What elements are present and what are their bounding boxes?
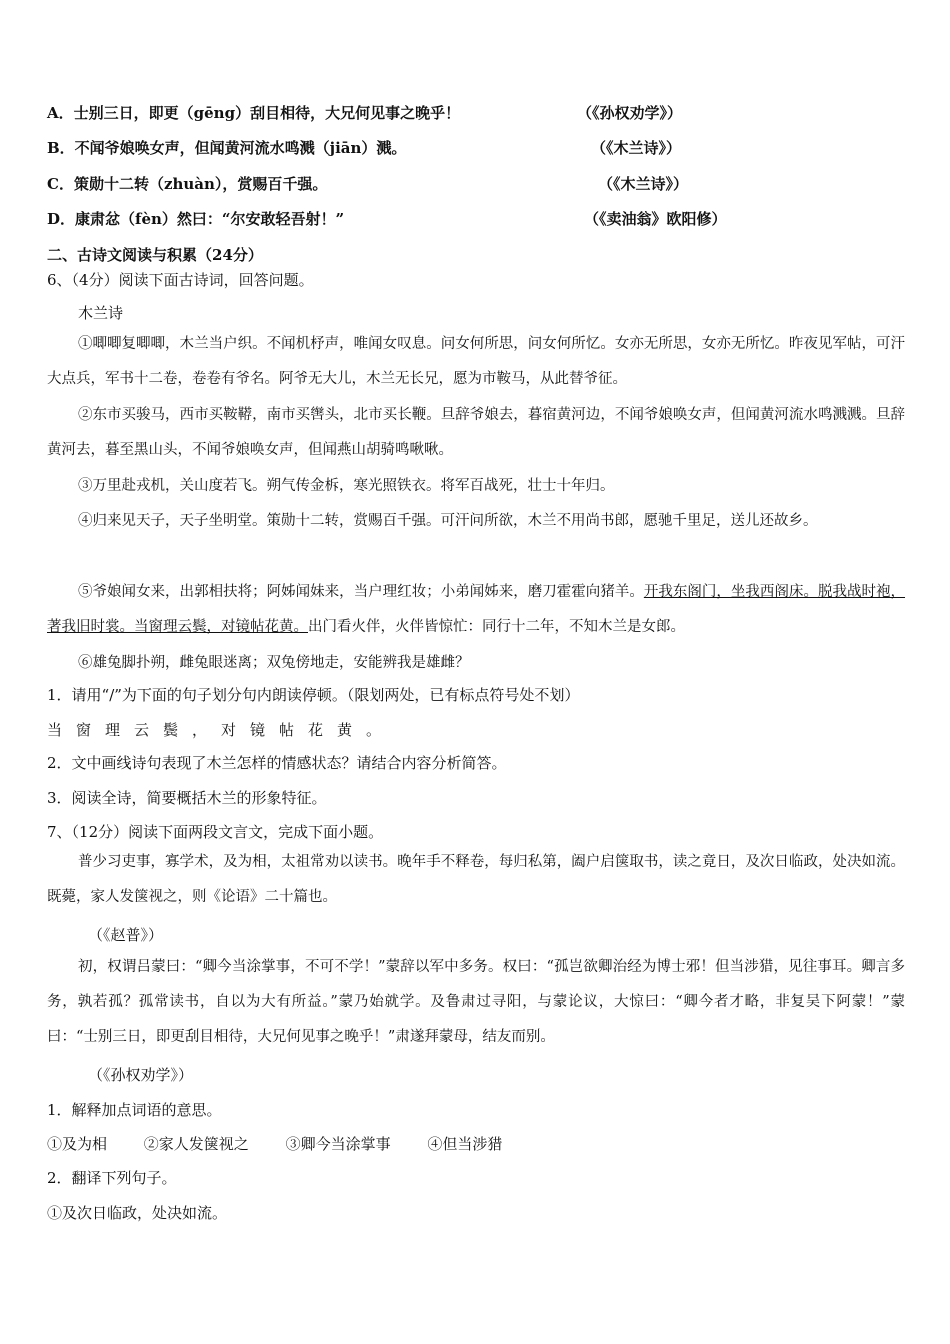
q6-sub1: 1．请用“/”为下面的句子划分句内朗读停顿。（限划两处，已有标点符号处不划） — [47, 686, 580, 704]
poem-stanza-2: ②东市买骏马，西市买鞍鞯，南市买辔头，北市买长鞭。旦辞爷娘去，暮宿黄河边，不闻爷娘唤女声，但闻黄河流水鸣溅溅。旦辞黄河去，暮至黑山头，不闻爷娘唤女声，但闻燕山胡骑鸣啾啾。 — [47, 407, 905, 458]
poem-stanza-6: ⑥雄兔脚扑朔，雌兔眼迷离；双兔傍地走，安能辨我是雄雌？ — [78, 655, 470, 671]
q6-sub2: 2．文中画线诗句表现了木兰怎样的情感状态？请结合内容分析简答。 — [47, 754, 507, 772]
word-item-1: ①及为相 — [47, 1135, 108, 1153]
q7-sub1: 1．解释加点词语的意思。 — [47, 1101, 222, 1119]
option-d: D．康肃忿（fèn）然曰：“尔安敢轻吾射！” — [47, 210, 345, 228]
word-item-3: ③卿今当涂掌事 — [285, 1135, 391, 1153]
option-b: B．不闻爷娘唤女声，但闻黄河流水鸣溅（jiān）溅。 — [47, 139, 407, 157]
q7-sub2: 2．翻译下列句子。 — [47, 1169, 177, 1187]
word-item-4: ④但当涉猎 — [427, 1135, 503, 1153]
q7-text-zhaopu: 普少习吏事，寡学术，及为相，太祖常劝以读书。晚年手不释卷，每归私第，阖户启箧取书，读之竟日，及次日临政，处决如流。既薨，家人发箧视之，则《论语》二十篇也。 — [47, 854, 905, 905]
option-d-source: （《卖油翁》欧阳修） — [584, 210, 727, 228]
stanza-5-text-b: 出门看火伴，火伴皆惊忙：同行十二年，不知木兰是女郎。 — [308, 619, 685, 635]
q7-sub1-items — [47, 1134, 534, 1154]
q6-header: 6、（4分）阅读下面古诗词，回答问题。 — [47, 271, 314, 289]
q7-source-1: （《赵普》） — [88, 926, 164, 944]
q7-text-quanxue: 初，权谓吕蒙曰：“卿今当涂掌事，不可不学！”蒙辞以军中多务。权曰：“孤岂欲卿治经为博士邪！但当涉猎，见往事耳。卿言多务，孰若孤？孤常读书，自以为大有所益。”蒙乃始就学。及鲁肃过寻阳，与蒙论议，大惊曰：“卿今者才略，非复吴下阿蒙！”蒙曰：“士别三日，即更刮目相待，大兄何见事之晚乎！”肃遂拜蒙母，结友而别。 — [47, 959, 905, 1045]
stanza-5-text-a: ⑤爷娘闻女来，出郭相扶将；阿姊闻妹来，当户理红妆；小弟闻姊来，磨刀霍霍向猪羊。 — [78, 584, 644, 600]
q7-source-2: （《孙权劝学》） — [88, 1066, 194, 1084]
poem-stanza-1: ①唧唧复唧唧，木兰当户织。不闻机杼声，唯闻女叹息。问女何所思，问女何所忆。女亦无所思，女亦无所忆。昨夜见军帖，可汗大点兵，军书十二卷，卷卷有爷名。阿爷无大儿，木兰无长兄，愿为市鞍马，从此替爷征。 — [47, 336, 905, 387]
q6-sub3: 3．阅读全诗，简要概括木兰的形象特征。 — [47, 789, 327, 807]
q6-sub1-line: 当窗理云鬓，对镜帖花黄。 — [47, 721, 396, 739]
q7-sub2-item1: ①及次日临政，处决如流。 — [47, 1204, 228, 1222]
section-title: 二、古诗文阅读与积累（24分） — [47, 246, 263, 264]
option-a: A．士别三日，即更（gēng）刮目相待，大兄何见事之晚乎！ — [47, 104, 461, 122]
poem-stanza-5 — [47, 575, 905, 645]
poem-title: 木兰诗 — [78, 304, 124, 322]
poem-stanza-4: ④归来见天子，天子坐明堂。策勋十二转，赏赐百千强。可汗问所欲，木兰不用尚书郎，愿驰千里足，送儿还故乡。 — [78, 513, 818, 529]
option-c: C．策勋十二转（zhuàn），赏赐百千强。 — [47, 175, 328, 193]
option-c-source: （《木兰诗》） — [598, 175, 689, 193]
poem-stanza-3: ③万里赴戎机，关山度若飞。朔气传金柝，寒光照铁衣。将军百战死，壮士十年归。 — [78, 478, 615, 494]
option-a-source: （《孙权劝学》） — [577, 104, 683, 122]
q7-header: 7、（12分）阅读下面两段文言文，完成下面小题。 — [47, 823, 384, 841]
underlined-lines: 开我东阁门，坐我西阁床。脱我战时袍，著我旧时裳。当窗理云鬓，对镜帖花黄。 — [47, 584, 906, 635]
word-item-2: ②家人发箧视之 — [143, 1135, 249, 1153]
option-b-source: （《木兰诗》） — [591, 139, 682, 157]
